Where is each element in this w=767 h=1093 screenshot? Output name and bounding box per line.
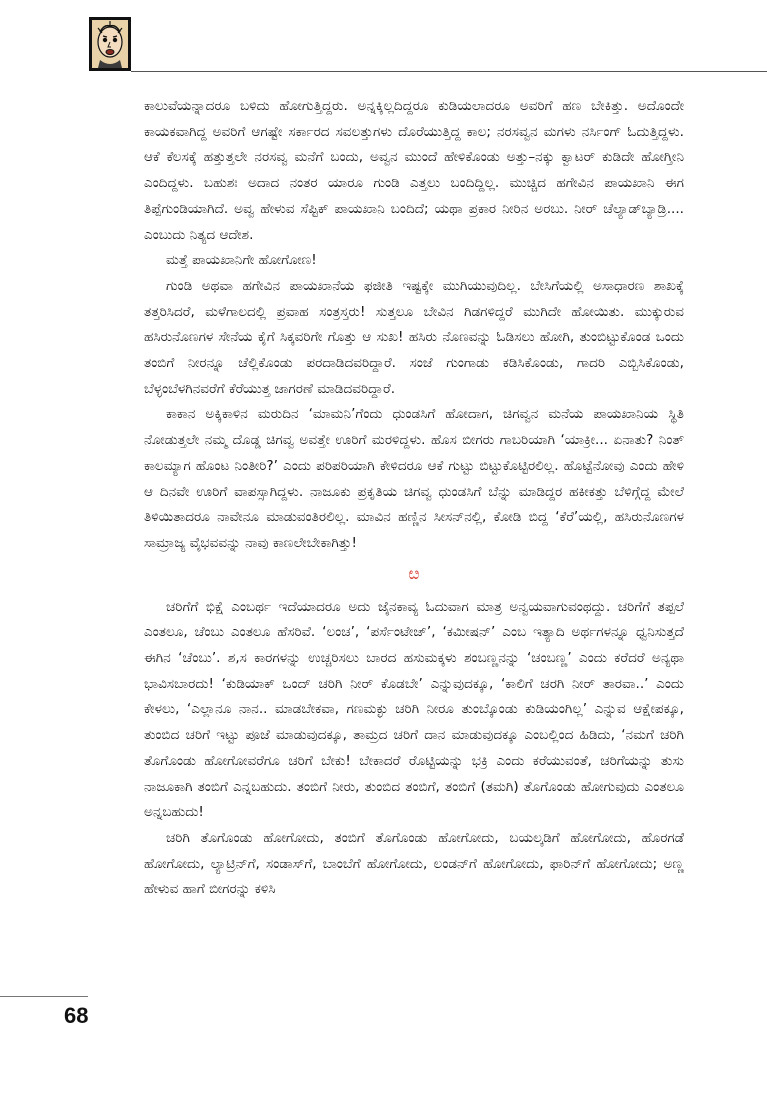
paragraph: ಕಾಕಾನ ಅಕ್ಕಿಕಾಳಿನ ಮರುದಿನ ‘ಮಾಮನಿ’ಗೆಂದು ಧುಂಡಸಿಗೆ ಹೋದಾಗ, ಚಿಗವ್ವನ ಮನೆಯ ಪಾಯಖಾನಿಯ ಸ್ಥಿತಿ ನೋಡುತ್ತಲೇ ನಮ್ಮ ದೊಡ್ಡ ಚಿಗವ್ವ ಅವತ್ತೇ ಊರಿಗೆ ಮರಳಿದ್ದಳು. ಹೊಸ ಬೀಗರು ಗಾಬರಿಯಾಗಿ ‘ಯಾಕ್ರೀ... ಏನಾತು? ನಿಂತ್ ಕಾಲಮ್ಯಾಗ ಹೊಂಟ ನಿಂತೀರಿ?’ ಎಂದು ಪರಿಪರಿಯಾಗಿ ಕೇಳಿದರೂ ಆಕೆ ಗುಟ್ಟು ಬಿಟ್ಟುಕೊಟ್ಟಿರಲಿಲ್ಲ. ಹೊಟ್ಟೆನೋವು ಎಂದು ಹೇಳಿ ಆ ದಿನವೇ ಊರಿಗೆ ವಾಪಸ್ಸಾಗಿದ್ದಳು. ನಾಜೂಕು ಪ್ರಕೃತಿಯ ಚಿಗವ್ವ ಧುಂಡಸಿಗೆ ಬೆನ್ನು ಮಾಡಿದ್ದರ ಹಕೀಕತ್ತು ಬೆಳಿಗ್ಗೆದ್ದ ಮೇಲೆ ತಿಳಿಯಿತಾದರೂ ನಾವೇನೂ ಮಾಡುವಂತಿರಲಿಲ್ಲ. ಮಾವಿನ ಹಣ್ಣಿನ ಸೀಸನ್‌ನಲ್ಲಿ, ಕೋಡಿ ಬಿದ್ದ ‘ಕೆರೆ’ಯಲ್ಲಿ, ಹಸಿರುನೊಣಗಳ ಸಾಮ್ರಾಜ್ಯ ವೈಭವವನ್ನು ನಾವು ಕಾಣಲೇಬೇಕಾಗಿತ್ತು! [144,406,684,551]
paragraph: ಕಾಲುವೆಯನ್ನಾದರೂ ಬಳಿದು ಹೋಗುತ್ತಿದ್ದರು. ಅನ್ನಕ್ಕಿಲ್ಲದಿದ್ದರೂ ಕುಡಿಯಲಾದರೂ ಅವರಿಗೆ ಹಣ ಬೇಕಿತ್ತು. ಅದೊಂದೇ ಕಾಯಕವಾಗಿದ್ದ ಅವರಿಗೆ ಆಗಷ್ಟೇ ಸರ್ಕಾರದ ಸವಲತ್ತುಗಳು ದೊರೆಯುತ್ತಿದ್ದ ಕಾಲ; ನರಸವ್ವನ ಮಗಳು ನರ್ಸಿಂಗ್ ಓದುತ್ತಿದ್ದಳು. ಆಕೆ ಕೆಲಸಕ್ಕೆ ಹತ್ತುತ್ತಲೇ ನರಸವ್ವ ಮನೆಗೆ ಬಂದು, ಅವ್ವನ ಮುಂದೆ ಹೇಳಿಕೊಂಡು ಅತ್ತು–ನಕ್ಕು ಕ್ವಾಟರ್ ಕುಡಿದೇ ಹೋಗ್ತೀನಿ ಎಂದಿದ್ದಳು. ಬಹುಶಃ ಅದಾದ ನಂತರ ಯಾರೂ ಗುಂಡಿ ಎತ್ತಲು ಬಂದಿದ್ದಿಲ್ಲ. ಮುಚ್ಚಿದ ಹಗೇವಿನ ಪಾಯಖಾನಿ ಈಗ ತಿಪ್ಪೆಗುಂಡಿಯಾಗಿದೆ. ಅವ್ವ ಹೇಳುವ ಸೆಪ್ಟಿಕ್ ಪಾಯಖಾನಿ ಬಂದಿದೆ; ಯಥಾ ಪ್ರಕಾರ ನೀರಿನ ಅರಬು. ನೀರ್ ಚೆಲ್ಯಾಡ್‌ಬ್ಯಾಡ್ರಿ.... ಎಂಬುದು ನಿತ್ಯದ ಆದೇಶ. [144,98,684,243]
page-number: 68 [64,1003,89,1028]
paragraph: ಮತ್ತೆ ಪಾಯಖಾನಿಗೇ ಹೋಗೋಣ! [166,252,317,269]
footer-rule [0,996,88,997]
section-divider-ornament: ೞ [408,563,420,584]
paragraph: ಚರಿಗೆಗೆ ಭಿಕ್ಷೆ ಎಂಬರ್ಥ ಇದೆಯಾದರೂ ಅದು ಜೈನಕಾವ್ಯ ಓದುವಾಗ ಮಾತ್ರ ಅನ್ವಯವಾಗುವಂಥದ್ದು. ಚರಿಗೆಗೆ ತಪ್ಪಲೆ ಎಂತಲೂ, ಚೆಂಬು ಎಂತಲೂ ಹೆಸರಿವೆ. ‘ಲಂಚ’, ‘ಪರ್ಸೆಂಟೇಜ್’, ‘ಕಮೀಷನ್’ ಎಂಬ ಇತ್ಯಾದಿ ಅರ್ಥಗಳನ್ನೂ ಧ್ವನಿಸುತ್ತದೆ ಈಗಿನ ‘ಚೆಂಬು’. ಶ,ಸ ಕಾರಗಳನ್ನು ಉಚ್ಚರಿಸಲು ಬಾರದ ಹಸುಮಕ್ಕಳು ಶಂಬಣ್ಣನನ್ನು ‘ಚಂಬಣ್ಣ’ ಎಂದು ಕರೆದರೆ ಅನ್ಯಥಾ ಭಾವಿಸಬಾರದು! ‘ಕುಡಿಯಾಕ್ ಒಂದ್ ಚರಿಗಿ ನೀರ್ ಕೊಡಬೇ’ ಎನ್ನುವುದಕ್ಕೂ, ‘ಕಾಲಿಗೆ ಚರಗಿ ನೀರ್ ತಾರವಾ..’ ಎಂದು ಕೇಳಲು, ‘ಎಲ್ಲಾನೂ ನಾನ.. ಮಾಡಬೇಕವಾ, ಗಣಮಕ್ಳು ಚರಿಗಿ ನೀರೂ ತುಂಬ್ಕೊಂಡು ಕುಡಿಯಂಗಿಲ್ಲ’ ಎನ್ನುವ ಆಕ್ಷೇಪಕ್ಕೂ, ತುಂಬಿದ ಚರಿಗೆ ಇಟ್ಟು ಪೂಜೆ ಮಾಡುವುದಕ್ಕೂ, ತಾಮ್ರದ ಚರಿಗೆ ದಾನ ಮಾಡುವುದಕ್ಕೂ ಎಂಬಲ್ಲಿಂದ ಹಿಡಿದು, ‘ನಮಗೆ ಚರಿಗಿ ತೊಗೊಂಡು ಹೋಗೋವರೆಗೂ ಚರಿಗೆ ಬೇಕು! ಬೇಕಾದರೆ ರೊಟ್ಟಿಯನ್ನು ಭಕ್ರಿ ಎಂದು ಕರೆಯುವಂತೆ, ಚರಿಗೆಯನ್ನು ತುಸು ನಾಜೂಕಾಗಿ ತಂಬಿಗೆ ಎನ್ನಬಹುದು. ತಂಬಿಗೆ ನೀರು, ತುಂಬಿದ ತಂಬಿಗೆ, ತಂಬಿಗೆ (ತಮಗಿ) ತೊಗೊಂಡು ಹೋಗುವುದು ಎಂತಲೂ ಅನ್ನಬಹುದು! [144,598,684,821]
cartoon-face-logo [89,17,131,71]
paragraph: ಗುಂಡಿ ಅಥವಾ ಹಗೇವಿನ ಪಾಯಖಾನೆಯ ಫಜೀತಿ ಇಷ್ಟಕ್ಕೇ ಮುಗಿಯುವುದಿಲ್ಲ. ಬೇಸಿಗೆಯಲ್ಲಿ ಅಸಾಧಾರಣ ಶಾಖಕ್ಕೆ ತತ್ತರಿಸಿದರೆ, ಮಳೆಗಾಲದಲ್ಲಿ ಪ್ರವಾಹ ಸಂತ್ರಸ್ತರು! ಸುತ್ತಲೂ ಬೇವಿನ ಗಿಡಗಳಿದ್ದರೆ ಮುಗಿದೇ ಹೋಯಿತು. ಮುಕ್ಕುರುವ ಹಸಿರುನೊಣಗಳ ಸೇನೆಯ ಕೈಗೆ ಸಿಕ್ಕವರಿಗೇ ಗೊತ್ತು ಆ ಸುಖ! ಹಸಿರು ನೊಣವನ್ನು ಓಡಿಸಲು ಹೋಗಿ, ತುಂಬಿಟ್ಟುಕೊಂಡ ಒಂದು ತಂಬಿಗೆ ನೀರನ್ನೂ ಚೆಲ್ಲಿಕೊಂಡು ಪರದಾಡಿದವರಿದ್ದಾರೆ. ಸಂಜೆ ಗುಂಗಾಡು ಕಡಿಸಿಕೊಂಡು, ಗಾದರಿ ಎಬ್ಬಿಸಿಕೊಂಡು, ಬೆಳ್ಳಂಬೆಳಗಿನವರೆಗೆ ಕೆರೆಯುತ್ತ ಜಾಗರಣೆ ಮಾಡಿದವರಿದ್ದಾರೆ. [144,277,684,397]
paragraph: ಚರಿಗಿ ತೊಗೊಂಡು ಹೋಗೋದು, ತಂಬಿಗೆ ತೊಗೊಂಡು ಹೋಗೋದು, ಬಯಲ್ಕಡಿಗೆ ಹೋಗೋದು, ಹೊರಗಡೆ ಹೋಗೋದು, ಲ್ಯಾಟ್ರಿನ್‌ಗೆ, ಸಂಡಾಸ್‌ಗೆ, ಬಾಂಬೆಗೆ ಹೋಗೋದು, ಲಂಡನ್‌ಗೆ ಹೋಗೋದು, ಫಾರಿನ್‌ಗೆ ಹೋಗೋದು; ಅಣ್ಣ ಹೇಳುವ ಹಾಗೆ ಬೀಗರನ್ನು ಕಳಿಸಿ [144,829,684,898]
article-body [144,94,684,903]
cartoon-face-icon [92,20,128,68]
header-rule [131,71,767,72]
